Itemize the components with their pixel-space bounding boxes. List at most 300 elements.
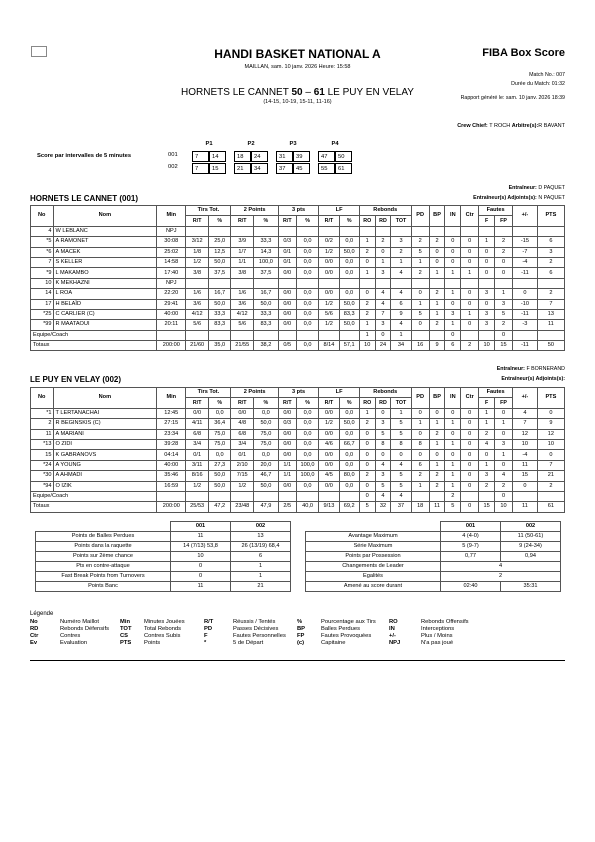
stat-cell: 16,7	[208, 289, 231, 299]
stat-cell: 1	[411, 299, 429, 309]
game-stats-summary-table	[305, 521, 561, 592]
column-header: BP	[429, 206, 445, 227]
stat-cell: 2	[359, 299, 375, 309]
stat-cell: -3	[513, 320, 538, 330]
summary-row	[306, 532, 561, 542]
stat-cell: 66,7	[339, 439, 359, 449]
summary-value: 0,94	[501, 552, 561, 562]
stat-cell: 0,0	[253, 450, 278, 460]
column-header: Nom	[53, 206, 157, 227]
player-row	[31, 408, 565, 418]
column-header: IN	[445, 388, 461, 409]
legend-meaning: Minutes Jouées	[144, 619, 185, 625]
stat-cell: NPJ	[157, 226, 186, 236]
stat-cell: 0/5	[278, 341, 296, 351]
stat-cell: S KELLER	[53, 257, 157, 267]
interval-score-cell: 18	[234, 151, 251, 162]
stat-cell: 0	[445, 299, 461, 309]
stat-cell: 0,0	[296, 320, 319, 330]
stat-cell: 4/11	[186, 419, 209, 429]
stat-cell: 0	[411, 429, 429, 439]
stat-cell: 1	[411, 257, 429, 267]
summary-label: Amené au score durant	[306, 582, 441, 592]
stat-cell: 1	[445, 268, 461, 278]
stat-cell: 0,0	[339, 268, 359, 278]
period-scores: (14-15, 10-19, 15-11, 11-16)	[263, 99, 332, 105]
stat-cell: 0	[359, 257, 375, 267]
column-header: Tirs Tot.	[186, 388, 231, 398]
stat-cell: 0/0	[319, 257, 339, 267]
stat-cell: 1/2	[186, 257, 209, 267]
column-subheader: F	[479, 216, 495, 226]
stat-cell: 0,0	[339, 257, 359, 267]
stat-cell: 0,0	[296, 408, 319, 418]
stat-cell: 4	[31, 226, 54, 236]
stat-cell: 0	[479, 257, 495, 267]
stat-cell: 1/2	[319, 320, 339, 330]
stat-cell: 0	[479, 450, 495, 460]
interval-score-cell: 47	[318, 151, 335, 162]
column-header: Ctr	[461, 206, 479, 227]
stat-cell: *99	[31, 320, 54, 330]
stat-cell: -11	[513, 341, 538, 351]
interval-score-cell: 61	[335, 163, 352, 174]
stat-cell: 37,5	[253, 268, 278, 278]
stat-cell: 5	[445, 502, 461, 512]
stat-cell: 8	[375, 439, 391, 449]
stat-cell: -11	[513, 268, 538, 278]
column-subheader: R/T	[186, 216, 209, 226]
stat-cell: 1	[445, 481, 461, 491]
stat-cell: 1/2	[319, 419, 339, 429]
stat-cell	[339, 278, 359, 288]
stat-cell: R BEGINSKIS (C)	[53, 419, 157, 429]
stat-cell: Equipe/Coach	[31, 491, 157, 501]
stat-cell: 1	[359, 330, 375, 340]
stat-cell	[208, 226, 231, 236]
summary-row	[306, 562, 561, 572]
stat-cell: 0	[461, 289, 479, 299]
stat-cell	[429, 226, 445, 236]
column-header: Ctr	[461, 388, 479, 409]
column-subheader: F	[479, 398, 495, 408]
legend-meaning: Contres Subis	[144, 633, 181, 639]
column-header: BP	[429, 388, 445, 409]
legend-meaning: Contres	[60, 633, 81, 639]
stat-cell: 0	[375, 247, 391, 257]
legend-abbrev: PTS	[120, 640, 132, 646]
player-row	[31, 481, 565, 491]
stat-cell: 2	[479, 429, 495, 439]
stat-cell: 11	[537, 320, 564, 330]
stat-cell: 3/9	[231, 237, 254, 247]
legend-abbrev: NPJ	[389, 640, 401, 646]
stat-cell: 0	[429, 408, 445, 418]
stat-cell: 0	[495, 268, 513, 278]
column-header: Fautes	[479, 206, 513, 216]
legend-abbrev: PD	[204, 626, 213, 632]
match-score-line	[140, 87, 455, 98]
stat-cell: 40:00	[157, 309, 186, 319]
stat-cell: 1/2	[319, 247, 339, 257]
stat-cell: 32	[375, 502, 391, 512]
stat-cell: 0/0	[278, 268, 296, 278]
stat-cell: 2	[359, 309, 375, 319]
stat-cell: 5/6	[186, 320, 209, 330]
stat-cell: 0,0	[339, 408, 359, 418]
stat-cell: 3/8	[231, 268, 254, 278]
stat-cell: 1	[375, 257, 391, 267]
player-row	[31, 257, 565, 267]
team2-coach-name: F BORNERAND	[526, 366, 565, 372]
stat-cell: 3	[479, 289, 495, 299]
stat-cell: 3/12	[186, 237, 209, 247]
stat-cell: 2	[495, 481, 513, 491]
interval-score-cell: 7	[192, 151, 209, 162]
stat-cell: *94	[31, 481, 54, 491]
stat-cell: 21	[537, 471, 564, 481]
stat-cell: 50,0	[208, 257, 231, 267]
stat-cell: 0	[495, 429, 513, 439]
stat-cell: 75,0	[253, 429, 278, 439]
stat-cell: 3	[537, 247, 564, 257]
stat-cell	[253, 278, 278, 288]
stat-cell: 10	[479, 341, 495, 351]
stat-cell: 2	[359, 247, 375, 257]
summary-value: 0,77	[441, 552, 501, 562]
stat-cell: 2	[359, 419, 375, 429]
stat-cell: 100,0	[296, 460, 319, 470]
stat-cell: *30	[31, 471, 54, 481]
match-duration: Durée du Match: 01:32	[511, 81, 565, 87]
stat-cell: 9/13	[319, 502, 339, 512]
stat-cell: 4/8	[231, 419, 254, 429]
stat-cell: 24	[375, 341, 391, 351]
player-row	[31, 289, 565, 299]
player-row	[31, 439, 565, 449]
legend-abbrev: FP	[297, 633, 305, 639]
stat-cell	[296, 226, 319, 236]
stat-cell: 0/0	[278, 429, 296, 439]
stat-cell: 0	[461, 481, 479, 491]
stat-cell: 3	[479, 309, 495, 319]
stat-cell: 3	[375, 320, 391, 330]
column-header: Min	[157, 388, 186, 409]
stat-cell: 0	[359, 481, 375, 491]
stat-cell: 50,0	[208, 471, 231, 481]
stat-cell: 4	[391, 289, 411, 299]
stat-cell: 0	[461, 247, 479, 257]
interval-score-cell: 24	[251, 151, 268, 162]
competition-logo-placeholder	[31, 46, 47, 57]
player-row	[31, 299, 565, 309]
legend-abbrev: IN	[389, 626, 395, 632]
stat-cell: 1	[479, 408, 495, 418]
stat-cell: 0	[479, 247, 495, 257]
stat-cell: 0/2	[319, 237, 339, 247]
summary-value: 0	[171, 572, 231, 582]
team2-assistants	[501, 376, 565, 382]
stat-cell: 2/5	[278, 502, 296, 512]
stat-cell	[391, 226, 411, 236]
stat-cell: 8/14	[319, 341, 339, 351]
stat-cell	[186, 491, 209, 501]
stat-cell: 37,5	[208, 268, 231, 278]
stat-cell: 4/5	[319, 471, 339, 481]
stat-cell: 0	[495, 330, 513, 340]
stat-cell: 0,0	[296, 429, 319, 439]
interval-score-cell: 39	[293, 151, 310, 162]
summary-label: Avantage Maximum	[306, 532, 441, 542]
column-header: Fautes	[479, 388, 513, 398]
stat-cell: 1	[359, 237, 375, 247]
stat-cell: 30:08	[157, 237, 186, 247]
stat-cell: 0,0	[296, 419, 319, 429]
column-subheader: %	[339, 216, 359, 226]
player-row	[31, 237, 565, 247]
stat-cell: 1/2	[319, 299, 339, 309]
summary-row	[306, 542, 561, 552]
stat-cell: 1	[445, 460, 461, 470]
stat-cell: 50,0	[339, 419, 359, 429]
stat-cell	[296, 491, 319, 501]
stat-cell	[537, 330, 564, 340]
stat-cell: 40:00	[157, 460, 186, 470]
summary-label: Egalités	[306, 572, 441, 582]
stat-cell: 3/4	[186, 439, 209, 449]
summary-row	[36, 532, 291, 542]
stat-cell: Totaux	[31, 502, 157, 512]
team-coach-row	[31, 330, 565, 340]
stat-cell: 2	[537, 289, 564, 299]
stat-cell: 0	[461, 471, 479, 481]
stat-cell: 16,7	[253, 289, 278, 299]
stat-cell: *9	[31, 268, 54, 278]
stat-cell: 15	[513, 471, 538, 481]
stat-cell: 83,3	[208, 320, 231, 330]
stat-cell: 0,0	[296, 299, 319, 309]
summary-label: Fast Break Points from Turnovers	[36, 572, 171, 582]
column-header: 2 Points	[231, 388, 278, 398]
stat-cell	[513, 491, 538, 501]
stat-cell: 0,0	[339, 429, 359, 439]
stat-cell: 75,0	[208, 439, 231, 449]
report-type: FIBA Box Score	[482, 47, 565, 59]
team1-assistants	[473, 195, 565, 201]
interval-score-cell: 37	[276, 163, 293, 174]
team2-coach-label: Entraîneur:	[496, 366, 525, 372]
legend-meaning: Réussis / Tentés	[233, 619, 276, 625]
column-header: 2 Points	[231, 206, 278, 216]
stat-cell: 4	[375, 299, 391, 309]
stat-cell: 0	[461, 450, 479, 460]
stat-cell: 3	[479, 471, 495, 481]
column-subheader: R/T	[231, 398, 254, 408]
stat-cell: 57,1	[339, 341, 359, 351]
stat-cell: 0	[495, 491, 513, 501]
stat-cell: 1	[445, 289, 461, 299]
stat-cell: 4	[375, 460, 391, 470]
stat-cell: 0/0	[319, 481, 339, 491]
stat-cell	[537, 226, 564, 236]
stat-cell: 0/0	[319, 289, 339, 299]
legend-abbrev: %	[297, 619, 303, 625]
stat-cell: 11	[31, 429, 54, 439]
column-subheader: %	[208, 216, 231, 226]
stat-cell: 83,3	[253, 320, 278, 330]
stat-cell	[186, 330, 209, 340]
stat-cell: K GABRANOVS	[53, 450, 157, 460]
stat-cell: 0/0	[278, 309, 296, 319]
stat-cell: 2	[375, 237, 391, 247]
legend-abbrev: TOT	[120, 626, 132, 632]
stat-cell	[208, 278, 231, 288]
stat-cell: 0	[461, 460, 479, 470]
stat-cell: 3	[391, 237, 411, 247]
stat-cell: 0,0	[253, 408, 278, 418]
stat-cell: 7/15	[231, 471, 254, 481]
column-subheader: RO	[359, 398, 375, 408]
stat-cell: *6	[31, 247, 54, 257]
stat-cell	[231, 491, 254, 501]
stat-cell: 1/6	[231, 289, 254, 299]
legend-abbrev: R/T	[204, 619, 214, 625]
summary-row	[36, 552, 291, 562]
stat-cell: 11	[513, 460, 538, 470]
stat-cell: 0	[479, 268, 495, 278]
stat-cell: 75,0	[253, 439, 278, 449]
stat-cell: 0	[445, 247, 461, 257]
stat-cell: 8/16	[186, 471, 209, 481]
stat-cell: 0/3	[278, 419, 296, 429]
stat-cell: 0/0	[319, 429, 339, 439]
crew-chief-label: Crew Chief:	[457, 123, 488, 129]
stat-cell	[278, 226, 296, 236]
column-header: Min	[157, 206, 186, 227]
stat-cell: 2	[411, 471, 429, 481]
stat-cell: 1/1	[278, 471, 296, 481]
match-number: Match No.: 007	[529, 72, 565, 78]
stat-cell: 0/0	[231, 408, 254, 418]
stat-cell	[231, 226, 254, 236]
home-score: 50	[291, 87, 303, 98]
interval-team-code: 002	[168, 164, 178, 170]
stat-cell: 2	[429, 237, 445, 247]
stat-cell: 3/6	[231, 299, 254, 309]
stat-cell: 4	[375, 289, 391, 299]
stat-cell: 3	[375, 471, 391, 481]
player-row	[31, 226, 565, 236]
stat-cell: 1	[429, 419, 445, 429]
home-team-name: HORNETS LE CANNET	[181, 87, 289, 98]
stat-cell: 6/8	[231, 429, 254, 439]
stat-cell: 2	[429, 320, 445, 330]
legend-meaning: Rebonds Défensifs	[60, 626, 109, 632]
stat-cell: 0/0	[319, 408, 339, 418]
legend-abbrev: *	[204, 640, 207, 646]
stat-cell: 0	[495, 257, 513, 267]
stat-cell: 11	[513, 502, 538, 512]
stat-cell: Totaux	[31, 341, 157, 351]
stat-cell: W LEBLANC	[53, 226, 157, 236]
column-subheader: R/T	[319, 216, 339, 226]
column-header: IN	[445, 206, 461, 227]
stat-cell: 50,0	[253, 481, 278, 491]
column-subheader: RO	[359, 216, 375, 226]
stat-cell: -7	[513, 247, 538, 257]
legend-abbrev: CS	[120, 633, 129, 639]
stat-cell: 4	[495, 471, 513, 481]
stat-cell: 0	[359, 450, 375, 460]
stat-cell: 15	[495, 341, 513, 351]
stat-cell: 61	[537, 502, 564, 512]
stat-cell: 4	[391, 491, 411, 501]
stat-cell: 50,0	[339, 247, 359, 257]
column-subheader: %	[253, 216, 278, 226]
column-subheader: R/T	[319, 398, 339, 408]
stat-cell: 1/6	[186, 289, 209, 299]
stat-cell: 1	[445, 320, 461, 330]
stat-cell: 0/0	[278, 481, 296, 491]
column-header: PD	[411, 206, 429, 227]
stat-cell: 9	[391, 309, 411, 319]
stat-cell: 0	[513, 481, 538, 491]
stat-cell: 0	[391, 450, 411, 460]
stat-cell: 0	[429, 257, 445, 267]
legend-meaning: Evaluation	[60, 640, 88, 646]
summary-label: Points par Possession	[306, 552, 441, 562]
stat-cell: 0	[461, 439, 479, 449]
stat-cell: 0	[445, 257, 461, 267]
stat-cell: 0	[359, 429, 375, 439]
stat-cell	[479, 330, 495, 340]
stat-cell: Equipe/Coach	[31, 330, 157, 340]
legend-meaning: Numéro Maillot	[60, 619, 99, 625]
stat-cell: 0	[537, 450, 564, 460]
stat-cell: 200:00	[157, 341, 186, 351]
legend-title: Légende	[30, 611, 54, 617]
stat-cell: 0/0	[278, 299, 296, 309]
stat-cell: 3	[445, 309, 461, 319]
stat-cell	[391, 278, 411, 288]
stat-cell: 6	[445, 341, 461, 351]
stat-cell: 0	[359, 289, 375, 299]
stat-cell: 50,0	[208, 481, 231, 491]
team2-box-score-table	[30, 387, 565, 513]
stat-cell: 4	[391, 460, 411, 470]
summary-value: 02:40	[441, 582, 501, 592]
legend-abbrev: (c)	[297, 640, 305, 646]
stat-cell: 5	[359, 502, 375, 512]
stat-cell: 2	[391, 247, 411, 257]
stat-cell: 0/3	[278, 237, 296, 247]
stat-cell: 33,3	[253, 237, 278, 247]
stat-cell	[495, 226, 513, 236]
stat-cell: 22:20	[157, 289, 186, 299]
stat-cell: 5	[411, 309, 429, 319]
blank-cell	[306, 522, 441, 532]
crew-chief: T ROCH	[489, 123, 511, 129]
interval-team-code: 001	[168, 152, 178, 158]
summary-value: 4	[441, 562, 561, 572]
stat-cell: 12:45	[157, 408, 186, 418]
player-row	[31, 309, 565, 319]
stat-cell: 1	[391, 330, 411, 340]
stat-cell: 1	[479, 460, 495, 470]
stat-cell	[157, 330, 186, 340]
legend-meaning: 5 de Départ	[233, 640, 264, 646]
officials	[457, 123, 565, 129]
